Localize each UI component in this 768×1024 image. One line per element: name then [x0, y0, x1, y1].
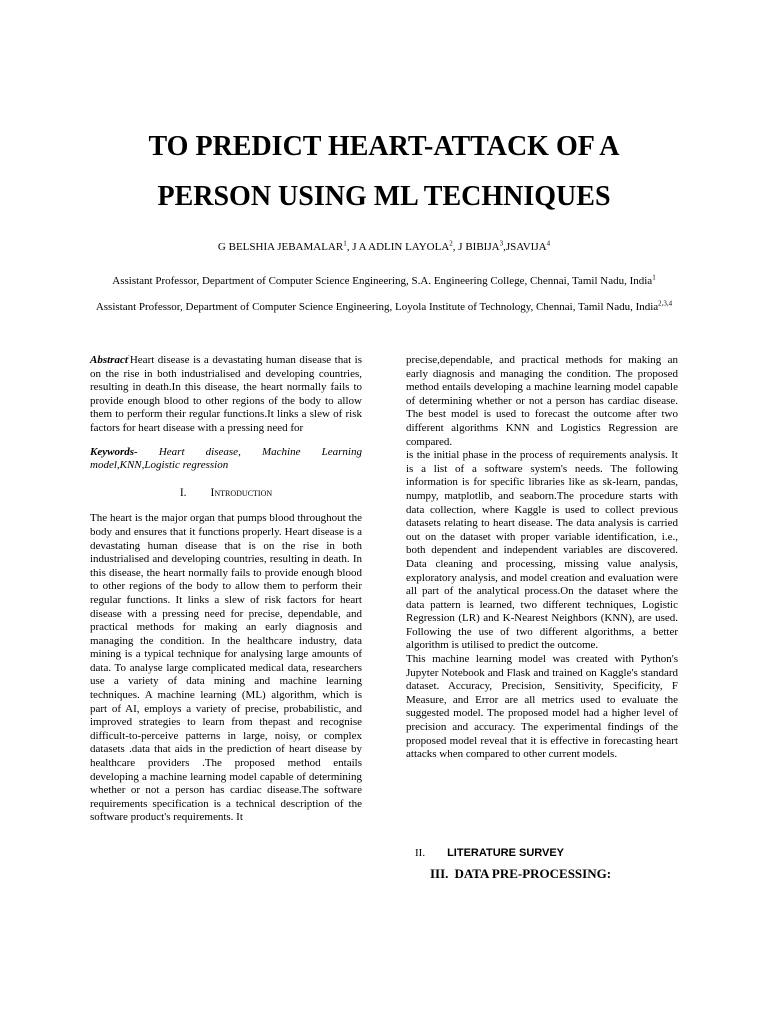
affiliation-1-sup: 1: [652, 273, 656, 282]
abstract-text: Heart disease is a devastating human disease that is on the rise in both industrialised and developing countries, resulting in death.In this disease, the heart normally fails to provide enough blood to other regions of the body to allow them to perform their regular functions.It links a slew of risk factors for heart disease with a pressing need for: [90, 354, 362, 434]
author-2: , J A ADLIN LAYOLA: [346, 241, 450, 253]
right-paragraph-3: This machine learning model was created with Python's Jupyter Notebook and Flask and trained on Kaggle's standard dataset. Accuracy, Precision, Sensitivity, Specificity, F Measure, and Error are all metrics used to evaluate the suggested model. The proposed model had a higher level of precision and accuracy. The experimental findings of the proposed model reveal that it is effective in forecasting heart attacks when compared to other current models.: [406, 653, 678, 761]
author-3: , J BIBIJA: [452, 241, 500, 253]
section-3-title: DATA PRE-PROCESSING:: [454, 866, 612, 881]
affiliation-2-text: Assistant Professor, Department of Computer Science Engineering, Loyola Institute of Technology, Chennai, Tamil Nadu, India: [95, 301, 659, 313]
keywords-text: Heart disease, Machine Learning model,KNN,Logistic regression: [90, 445, 362, 472]
affiliation-1: [90, 275, 678, 288]
abstract-separator: :: [127, 352, 130, 361]
title-line-1: TO PREDICT HEART-ATTACK OF A: [148, 131, 620, 162]
affiliation-2: [90, 301, 678, 314]
abstract: [90, 354, 362, 436]
right-paragraph-1: precise,dependable, and practical methods for making an early diagnosis and managing the condition. The proposed method entails developing a machine learning model capable of determining whether or not a person has cardiac disease. The best model is used to forecast the outcome after two different algorithms KNN and Logistics Regression are compared.: [406, 354, 678, 448]
keywords-label: Keywords-: [90, 445, 138, 458]
section-heading-introduction: [90, 487, 362, 501]
title-line-2: PERSON USING ML TECHNIQUES: [157, 181, 611, 212]
right-column: [406, 354, 678, 762]
affiliation-1-text: Assistant Professor, Department of Computer Science Engineering, S.A. Engineering College, Chennai, Tamil Nadu, India: [112, 275, 653, 287]
section-2-title: LITERATURE SURVEY: [447, 847, 565, 859]
author-2-sup: 2: [449, 239, 453, 248]
author-1: G BELSHIA JEBAMALAR: [217, 241, 344, 253]
author-list: [60, 240, 708, 254]
left-column: [90, 354, 362, 825]
author-4: ,JSAVIJA: [503, 241, 547, 253]
keywords: [90, 446, 362, 473]
section-3-number: III.: [430, 866, 449, 881]
affiliation-2-sup: 2,3,4: [658, 299, 673, 308]
author-3-sup: 3: [499, 239, 504, 248]
section-1-number: I.: [179, 486, 187, 499]
section-1-title: Introduction: [210, 486, 273, 499]
paper-title: [60, 122, 708, 222]
section-heading-literature-survey: [415, 847, 564, 859]
right-paragraph-2: is the initial phase in the process of requirements analysis. It is a list of a software system's needs. The following information is for specific libraries like as sk-learn, pandas, numpy, matplotlib, and seaborn.The procedure starts with data collection, where Kaggle is used to collect previous datasets relating to heart disease. The data analysis is carried out on the dataset with proper variable identification, i.e., both dependent and independent variables are discovered. Data cleaning and processing, missing value analysis, exploratory analysis, and model creation and evaluation were all part of the analytical process.On the dataset where the data pattern is learned, two different techniques, Logistic Regression (LR) and K-Nearest Neighbors (KNN), are used. Following the use of two different algorithms, a better algorithm is utilised to predict the outcome.: [406, 449, 678, 652]
abstract-label: Abstract: [90, 354, 128, 366]
section-2-number: II.: [415, 847, 426, 859]
author-4-sup: 4: [546, 239, 551, 248]
section-heading-data-preprocessing: [430, 866, 611, 882]
introduction-text: The heart is the major organ that pumps blood throughout the body and ensures that it functions properly. Heart disease is a devastating human disease that is on the rise in both industrialised and developing countries, resulting in death. In this disease, the heart normally fails to provide enough blood to other regions of the body to allow them to perform their regular functions. It links a slew of risk factors for heart disease with a pressing need for precise, dependable, and practical methods for making an early diagnosis and managing the condition. In the healthcare industry, data mining is a typical technique for analysing large amounts of data. To analyse large complicated medical data, researchers use a variety of data mining and machine learning techniques. A machine learning (ML) algorithm, which is part of AI, employs a variety of precise, probabilistic, and improved strategies to learn from thepast and recognise difficult-to-perceive patterns in large, noisy, or complex datasets .data that aids in the prediction of heart disease by healthcare providers .The proposed method entails developing a machine learning model capable of determining whether or not a person has cardiac disease.The software requirements specification is a technical description of the software product's requirements. It: [90, 512, 362, 824]
author-1-sup: 1: [343, 239, 347, 248]
